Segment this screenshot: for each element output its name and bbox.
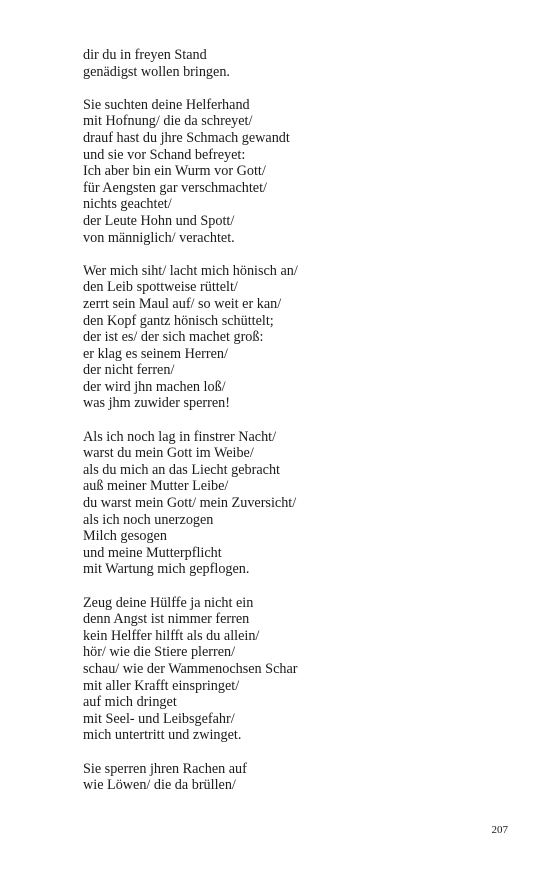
poem-line: Zeug deine Hülffe ja nicht ein <box>83 594 254 611</box>
poem-line: den Kopf gantz hönisch schüttelt; <box>83 312 274 329</box>
poem-line: Wer mich siht/ lacht mich hönisch an/ <box>83 262 298 279</box>
stanza <box>83 263 523 412</box>
stanza <box>83 595 523 744</box>
poem-line: Ich aber bin ein Wurm vor Gott/ <box>83 163 266 180</box>
poem-line: Sie sperren jhren Rachen auf <box>83 760 247 777</box>
poem-line: mit Seel- und Leibsgefahr/ <box>83 710 235 727</box>
poem-line: nichts geachtet/ <box>83 196 172 213</box>
poem-line: denn Angst ist nimmer ferren <box>83 611 250 628</box>
poem-line: und sie vor Schand befreyet: <box>83 146 246 163</box>
poem-line: mich untertritt und zwinget. <box>83 727 242 744</box>
poem-line: warst du mein Gott im Weibe/ <box>83 445 254 462</box>
poem-line: Milch gesogen <box>83 528 167 545</box>
poem-line: dir du in freyen Stand <box>83 47 207 63</box>
poem-line: drauf hast du jhre Schmach gewandt <box>83 129 290 146</box>
poem-line: was jhm zuwider sperren! <box>83 395 230 412</box>
poem-line: zerrt sein Maul auf/ so weit er kan/ <box>83 295 282 312</box>
stanza <box>83 429 523 578</box>
poem-line: von männiglich/ verachtet. <box>83 229 235 246</box>
stanza <box>83 97 523 246</box>
poem-line: auf mich dringet <box>83 694 177 711</box>
poem-line: für Aengsten gar verschmachtet/ <box>83 179 267 196</box>
poem-line: genädigst wollen bringen. <box>83 63 230 80</box>
poem-line: kein Helffer hilfft als du allein/ <box>83 627 260 644</box>
poem-line: der ist es/ der sich machet groß: <box>83 329 264 346</box>
poem-line: er klag es seinem Herren/ <box>83 345 228 362</box>
poem-line: wie Löwen/ die da brüllen/ <box>83 777 236 794</box>
stanza <box>83 47 523 80</box>
poem-line: du warst mein Gott/ mein Zuversicht/ <box>83 495 297 512</box>
poem-line: der wird jhn machen loß/ <box>83 378 226 395</box>
poem-text <box>83 47 523 810</box>
poem-line: auß meiner Mutter Leibe/ <box>83 478 229 495</box>
poem-line: als ich noch unerzogen <box>83 511 214 528</box>
poem-line: Als ich noch lag in finstrer Nacht/ <box>83 428 277 445</box>
poem-line: der Leute Hohn und Spott/ <box>83 212 235 229</box>
page-number: 207 <box>491 824 508 836</box>
poem-line: mit Wartung mich gepflogen. <box>83 561 250 578</box>
poem-line: und meine Mutterpflicht <box>83 544 222 561</box>
poem-line: der nicht ferren/ <box>83 362 175 379</box>
stanza <box>83 761 523 794</box>
poem-line: Sie suchten deine Helferhand <box>83 96 250 113</box>
poem-line: mit aller Krafft einspringet/ <box>83 677 240 694</box>
poem-line: schau/ wie der Wammenochsen Schar <box>83 660 298 677</box>
poem-line: mit Hofnung/ die da schreyet/ <box>83 113 253 130</box>
poem-line: den Leib spottweise rüttelt/ <box>83 279 238 296</box>
poem-line: hör/ wie die Stiere plerren/ <box>83 644 236 661</box>
poem-line: als du mich an das Liecht gebracht <box>83 461 280 478</box>
